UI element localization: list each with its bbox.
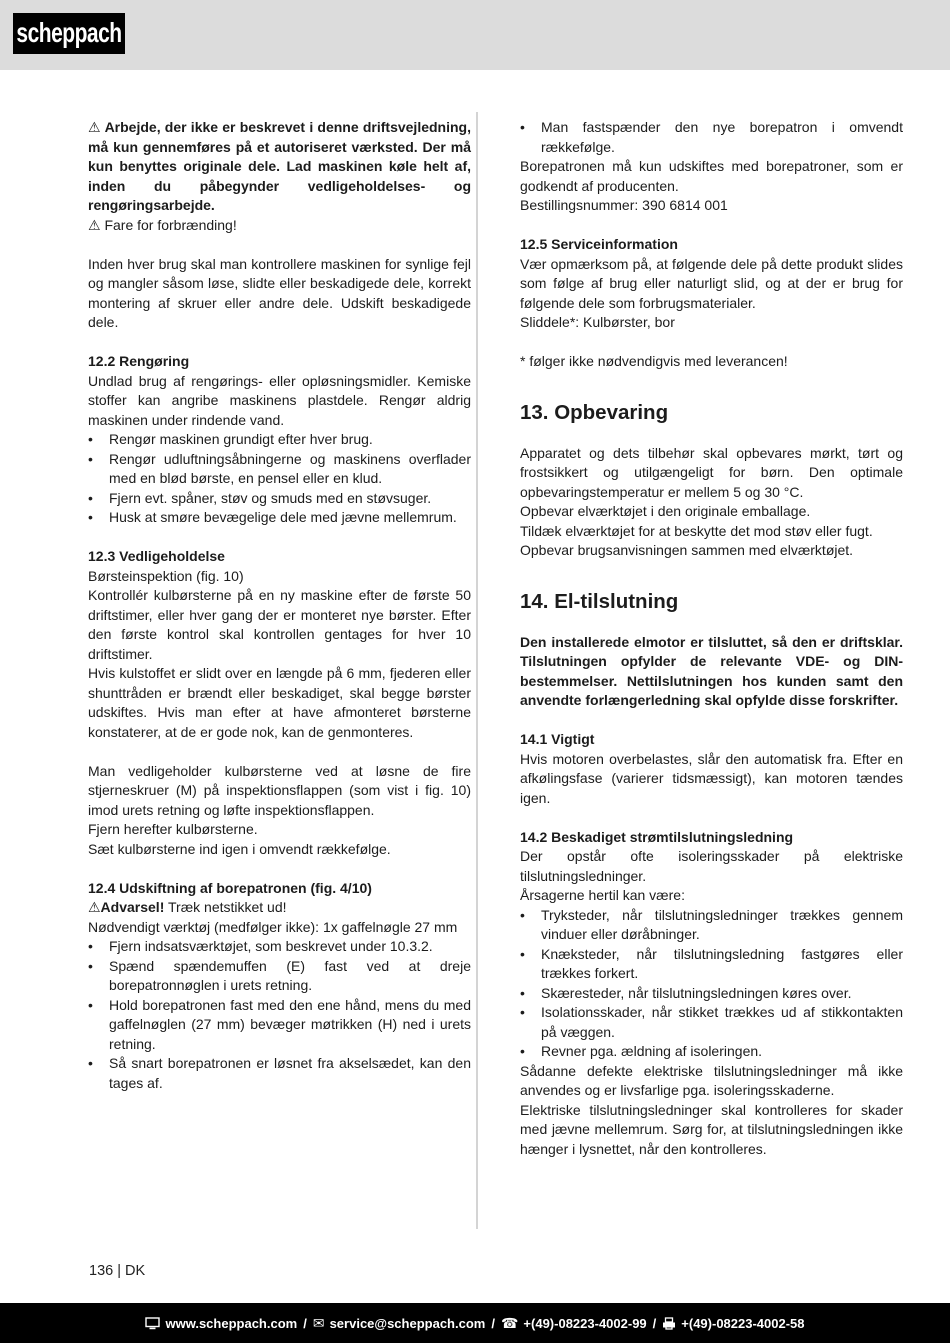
footer-phone: +(49)-08223-4002-99 — [523, 1315, 647, 1331]
list-item-text: Så snart borepatronen er løsnet fra akselsædet, kan den tages af. — [109, 1055, 471, 1091]
logo-text: scheppach — [16, 17, 122, 48]
footnote-line: * følger ikke nødvendigvis med leverancen! — [520, 353, 788, 369]
damaged-cable-paragraph-3: Sådanne defekte elektriske tilslutningsledninger må ikke anvendes og er livsfarlige pga. isoleringsskaderne. — [520, 1062, 903, 1098]
footer-fax: +(49)-08223-4002-58 — [681, 1315, 805, 1331]
list-item — [88, 430, 471, 450]
bullet-marker: • — [88, 431, 93, 447]
bullet-marker: • — [88, 996, 93, 1013]
bullet-marker: • — [520, 1004, 525, 1020]
list-item-text: Knæksteder, når tilslutningsledning fastgøres eller trækkes forkert. — [541, 945, 903, 981]
list-item-text: Skæresteder, når tilslutningsledningen køres over. — [541, 984, 852, 1001]
warning-rest: Træk netstikket ud! — [164, 899, 287, 915]
maintenance-paragraph-1: Kontrollér kulbørsterne på en ny maskine efter de første 50 driftstimer, eller hver gang der er monteret nye børster. Efter den første kontrol skal kontrollen gentages for hver 10 driftstimer. — [88, 587, 471, 662]
warning-paragraph: ⚠ Arbejde, der ikke er beskrevet i denne driftsvejledning, må kun gennemføres på et autoriseret værksted. Der må kun benyttes originale dele. Lad maskinen køle helt af, inden du påbegynder vedligeholdelses- og rengøringsarbejde. — [88, 119, 471, 213]
storage-paragraph-2: Opbevar elværktøjet i den originale emballage. — [520, 503, 811, 519]
order-number-line: Bestillingsnummer: 390 6814 001 — [520, 197, 728, 213]
bullet-marker: • — [88, 957, 93, 974]
header-band — [0, 0, 950, 70]
section-13-heading: 13. Opbevaring — [520, 400, 669, 424]
cleaning-paragraph: Undlad brug af rengørings- eller opløsningsmidler. Kemiske stoffer kan angribe maskinens plastdele. Rengør aldrig maskinen under rindende vand. — [88, 372, 471, 428]
email-icon: ✉ — [312, 1315, 325, 1331]
footer-email: service@scheppach.com — [329, 1315, 486, 1331]
list-item-text: Husk at smøre bevægelige dele med jævne mellemrum. — [109, 509, 457, 525]
footer-fax-segment — [662, 1316, 804, 1331]
scheppach-logo — [13, 13, 125, 54]
damaged-cable-paragraph-2: Årsagerne hertil kan være: — [520, 887, 685, 903]
damaged-cable-paragraph-1: Der opstår ofte isoleringsskader på elektriske tilslutningsledninger. — [520, 848, 903, 884]
computer-icon — [145, 1317, 160, 1330]
wear-parts-line: Sliddele*: Kulbørster, bor — [520, 314, 675, 330]
footer-separator: / — [303, 1315, 307, 1331]
footer-email-segment — [313, 1316, 486, 1331]
section-14-heading: 14. El-tilslutning — [520, 589, 679, 613]
list-item — [88, 450, 471, 489]
maintenance-paragraph-3: Man vedligeholder kulbørsterne ved at løsne de fire stjerneskruer (M) på inspektionsflappen (som vist i fig. 10) imod urets retning og løfte inspektionsflappen. — [88, 762, 471, 818]
column-divider — [476, 112, 478, 1229]
page-number: 136 | DK — [89, 1263, 146, 1279]
section-14-2-heading: 14.2 Beskadiget strømtilslutningsledning — [520, 828, 794, 845]
chuck-mount-bullet-list — [520, 118, 903, 157]
cable-damage-bullet-list — [520, 906, 903, 1062]
bullet-marker: • — [88, 509, 93, 525]
bullet-marker: • — [520, 119, 525, 135]
left-column — [88, 118, 471, 1093]
list-item — [520, 1042, 903, 1062]
list-item-text: Tryksteder, når tilslutningsledninger trækkes gennem vinduer eller døråbninger. — [541, 906, 903, 942]
service-info-paragraph: Vær opmærksom på, at følgende dele på dette produkt slides som følge af brug eller naturligt slid, og at der er brug for følgende dele som forbrugsmaterialer. — [520, 255, 903, 311]
section-12-5-heading: 12.5 Serviceinformation — [520, 236, 678, 252]
fax-icon — [662, 1317, 676, 1330]
burn-warning: ⚠ Fare for forbrænding! — [88, 216, 237, 233]
list-item-text: Man fastspænder den nye borepatron i omvendt rækkefølge. — [541, 119, 903, 155]
section-12-3-heading: 12.3 Vedligeholdelse — [88, 548, 225, 564]
list-item — [88, 937, 471, 957]
list-item — [520, 118, 903, 157]
list-item — [520, 984, 903, 1004]
section-12-2-heading: 12.2 Rengøring — [88, 353, 190, 369]
tools-paragraph: Nødvendigt værktøj (medfølger ikke): 1x gaffelnøgle 27 mm — [88, 918, 458, 935]
footer-separator: / — [491, 1315, 495, 1331]
list-item-text: Isolationsskader, når stikket trækkes ud af stikkontakten på væggen. — [541, 1004, 903, 1040]
bullet-marker: • — [88, 489, 93, 506]
bullet-marker: • — [520, 906, 525, 923]
storage-paragraph-4: Opbevar brugsanvisningen sammen med elværktøjet. — [520, 542, 854, 558]
phone-icon: ☎ — [500, 1315, 519, 1331]
storage-paragraph-1: Apparatet og dets tilbehør skal opbevares mørkt, tørt og frostsikkert og utilgængeligt for børn. Den optimale opbevaringstemperatur er mellem 5 og 30 °C. — [520, 444, 903, 500]
maintenance-paragraph-5: Sæt kulbørsterne ind igen i omvendt rækkefølge. — [88, 840, 391, 857]
list-item — [88, 957, 471, 996]
list-item-text: Hold borepatronen fast med den ene hånd, mens du med gaffelnøglen (27 mm) bevæger møtrikken (H) ned i urets retning. — [109, 996, 471, 1052]
footer-separator: / — [652, 1315, 657, 1331]
bullet-marker: • — [88, 1055, 93, 1071]
list-item-text: Spænd spændemuffen (E) fast ved at dreje borepatronnøglen i urets retning. — [109, 957, 471, 993]
brush-inspection-line: Børsteinspektion (fig. 10) — [88, 567, 244, 584]
list-item — [88, 508, 471, 528]
footer-phone-segment — [501, 1316, 647, 1331]
bullet-marker: • — [520, 1043, 525, 1059]
maintenance-paragraph-4: Fjern herefter kulbørsterne. — [88, 821, 258, 837]
bullet-marker: • — [520, 984, 525, 1001]
list-item-text: Revner pga. ældning af isoleringen. — [541, 1043, 763, 1059]
chuck-replacement-bullet-list — [88, 937, 471, 1093]
list-item — [88, 489, 471, 509]
list-item — [520, 945, 903, 984]
bullet-marker: • — [520, 945, 525, 962]
chuck-approval-paragraph: Borepatronen må kun udskiftes med borepatroner, som er godkendt af producenten. — [520, 158, 903, 194]
warning-label: ⚠Advarsel! — [88, 899, 165, 915]
list-item-text: Rengør udluftningsåbningerne og maskinens overflader med en blød børste, en pensel eller en klud. — [109, 450, 471, 486]
inspection-paragraph: Inden hver brug skal man kontrollere maskinen for synlige fejl og mangler såsom løse, slidte eller beskadigede dele, korrekt montering af skruer eller andre dele. Udskift beskadigede dele. — [88, 255, 471, 330]
bullet-marker: • — [88, 938, 93, 954]
section-12-4-heading: 12.4 Udskiftning af borepatronen (fig. 4/10) — [88, 879, 372, 896]
list-item-text: Fjern evt. spåner, støv og smuds med en støvsuger. — [109, 489, 432, 506]
list-item — [520, 906, 903, 945]
electrical-intro-paragraph: Den installerede elmotor er tilsluttet, så den er driftsklar. Tilslutningen opfylder de relevante VDE- og DIN-bestemmelser. Nettilslutningen hos kunden samt den anvendte forlængerledning skal opfylde disse forskrifter. — [520, 633, 903, 708]
list-item — [88, 1054, 471, 1093]
cleaning-bullet-list — [88, 430, 471, 528]
warning-line — [88, 898, 471, 918]
right-column — [520, 118, 903, 1159]
damaged-cable-paragraph-4: Elektriske tilslutningsledninger skal kontrolleres for skader med jævne mellemrum. Sørg for, at tilslutningsledningen ikke hænger i lysnettet, når den kontrolleres. — [520, 1101, 903, 1157]
maintenance-paragraph-2: Hvis kulstoffet er slidt over en længde på 6 mm, fjederen eller shunttråden er brændt eller beskadiget, skal begge børster udskiftes. Hvis man efter at have afmonteret børsterne konstaterer, at de er gode nok, kan de genmonteres. — [88, 665, 471, 740]
list-item-text: Fjern indsatsværktøjet, som beskrevet under 10.3.2. — [109, 938, 433, 954]
footer-website-segment — [145, 1316, 297, 1331]
section-14-1-heading: 14.1 Vigtigt — [520, 731, 595, 747]
important-paragraph: Hvis motoren overbelastes, slår den automatisk fra. Efter en afkølingsfase (varierer tidsmæssigt), kan motoren tændes igen. — [520, 750, 903, 806]
list-item — [88, 996, 471, 1055]
footer-bar — [0, 1303, 950, 1343]
list-item-text: Rengør maskinen grundigt efter hver brug. — [109, 431, 373, 447]
storage-paragraph-3: Tildæk elværktøjet for at beskytte det mod støv eller fugt. — [520, 522, 873, 539]
bullet-marker: • — [88, 450, 93, 467]
footer-website: www.scheppach.com — [165, 1315, 298, 1331]
list-item — [520, 1003, 903, 1042]
